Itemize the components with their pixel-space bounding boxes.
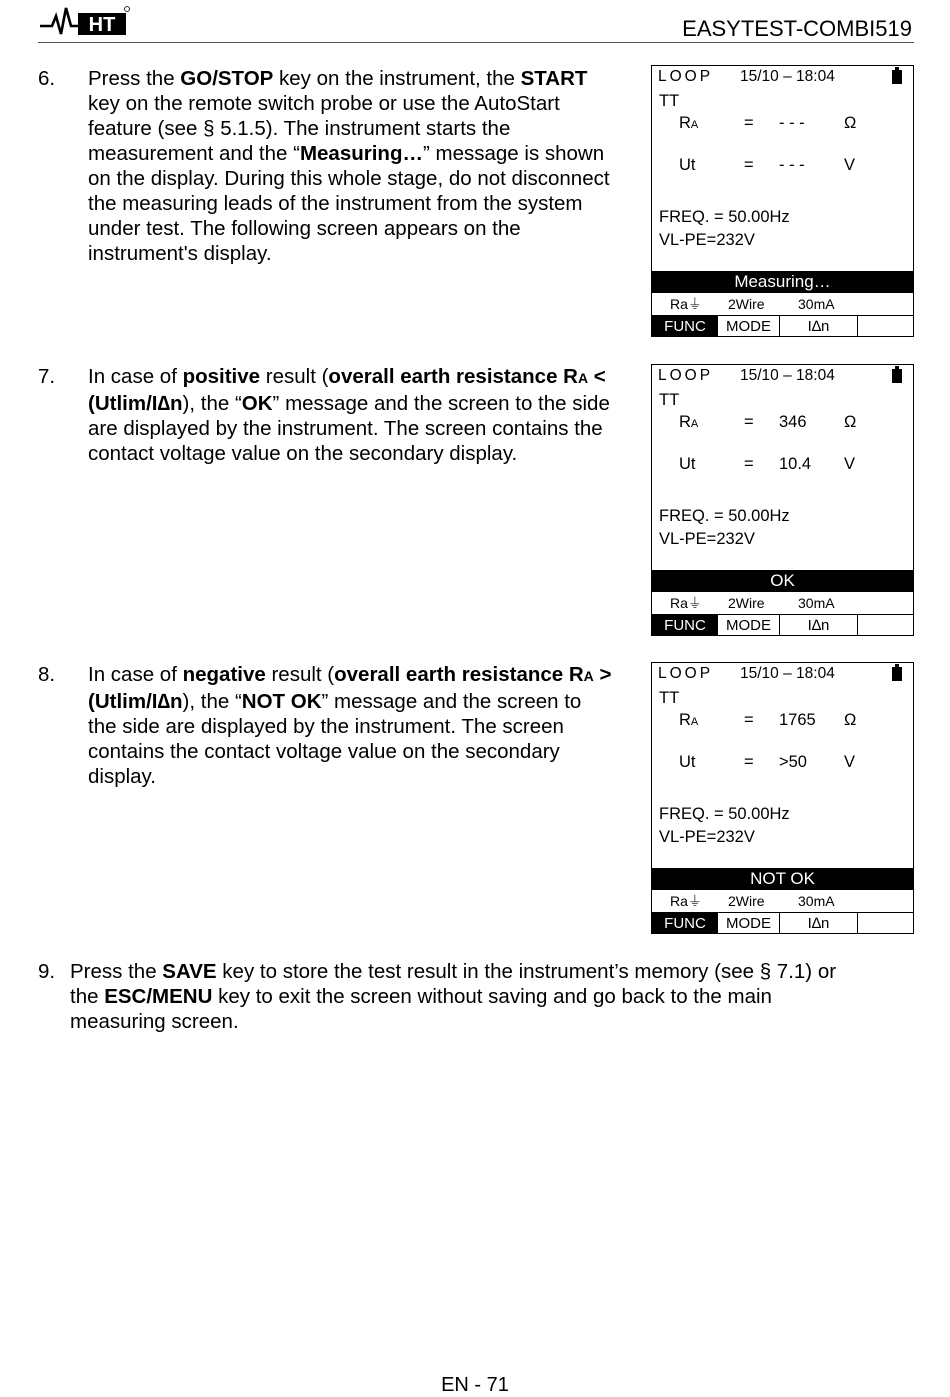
ht-logo	[38, 4, 130, 38]
function-name: LOOP	[658, 367, 714, 384]
step-text	[88, 66, 645, 266]
instrument-screen-ok	[651, 364, 914, 636]
page-header	[38, 4, 914, 43]
ut-value: >50	[779, 753, 807, 771]
step-number: 9.	[38, 960, 56, 983]
step-text	[88, 364, 645, 466]
instrument-screen-not-ok	[651, 662, 914, 934]
function-name: LOOP	[658, 665, 714, 682]
text-line: Press the GO/STOP key on the instrument, the START	[88, 67, 588, 90]
frequency-readout: FREQ. = 50.00Hz	[659, 507, 790, 525]
param-ra-earth: Ra⏚	[670, 595, 702, 611]
text-line: Press the SAVE key to store the test result in the instrument’s memory (see § 7.1) or	[70, 960, 837, 983]
param-current: 30mA	[798, 296, 835, 312]
param-wire-mode: 2Wire	[728, 595, 765, 611]
text-line: the ESC/MENU key to exit the screen without saving and go back to the main	[70, 985, 772, 1008]
battery-icon	[892, 369, 902, 383]
parameter-row	[652, 293, 913, 315]
battery-icon	[892, 70, 902, 84]
ut-equals: =	[744, 156, 754, 174]
volt-unit: V	[844, 455, 856, 473]
step-number: 8.	[38, 663, 56, 686]
ra-equals: =	[744, 413, 754, 431]
ra-value: 1765	[779, 711, 816, 729]
text-line: under test. The following screen appears on the	[88, 217, 521, 240]
param-current: 30mA	[798, 893, 835, 909]
ra-equals: =	[744, 114, 754, 132]
step-number: 6.	[38, 67, 56, 90]
text-line: instrument's display.	[88, 242, 272, 265]
ohm-unit: Ω	[844, 114, 857, 132]
text-line: In case of positive result (overall earth resistance RA <	[88, 365, 606, 388]
date-time: 15/10 – 18:04	[740, 367, 835, 384]
param-ra-earth: Ra⏚	[670, 893, 702, 909]
status-banner: Measuring…	[652, 271, 913, 293]
system-type: TT	[659, 92, 680, 110]
text-line: feature (see § 5.1.5). The instrument starts the	[88, 117, 511, 140]
function-name: LOOP	[658, 68, 714, 85]
step-number: 7.	[38, 365, 56, 388]
vl-pe-readout: VL-PE=232V	[659, 828, 755, 846]
status-banner: NOT OK	[652, 868, 913, 890]
vl-pe-readout: VL-PE=232V	[659, 530, 755, 548]
idn-softkey[interactable]: I∆n	[780, 615, 858, 636]
ut-label: Ut	[679, 156, 696, 174]
softkey-row	[652, 315, 913, 337]
text-line: are displayed by the instrument. The screen contains the	[88, 417, 603, 440]
idn-softkey[interactable]: I∆n	[780, 316, 858, 337]
step-text	[88, 662, 645, 789]
text-line: contact voltage value on the secondary display.	[88, 442, 518, 465]
param-wire-mode: 2Wire	[728, 296, 765, 312]
frequency-readout: FREQ. = 50.00Hz	[659, 805, 790, 823]
text-line: on the display. During this whole stage, do not disconnect	[88, 167, 610, 190]
text-line: measuring screen.	[70, 1010, 239, 1033]
softkey-row	[652, 912, 913, 934]
frequency-readout: FREQ. = 50.00Hz	[659, 208, 790, 226]
step-text	[70, 959, 912, 1034]
text-line: (Utlim/I∆n), the “NOT OK” message and the screen to	[88, 690, 582, 713]
volt-unit: V	[844, 156, 856, 174]
func-softkey[interactable]: FUNC	[652, 913, 718, 934]
date-time: 15/10 – 18:04	[740, 665, 835, 682]
battery-icon	[892, 667, 902, 681]
text-line: the measuring leads of the instrument from the system	[88, 192, 583, 215]
ra-label: RA	[679, 114, 699, 132]
date-time: 15/10 – 18:04	[740, 68, 835, 85]
func-softkey[interactable]: FUNC	[652, 615, 718, 636]
volt-unit: V	[844, 753, 856, 771]
param-ra-earth: Ra⏚	[670, 296, 702, 312]
text-line: In case of negative result (overall earth resistance RA >	[88, 663, 612, 686]
empty-softkey[interactable]	[858, 615, 914, 636]
ut-label: Ut	[679, 753, 696, 771]
system-type: TT	[659, 689, 680, 707]
mode-softkey[interactable]: MODE	[718, 615, 780, 636]
ra-label: RA	[679, 413, 699, 431]
ut-value: 10.4	[779, 455, 812, 473]
ra-value: - - -	[779, 114, 805, 132]
system-type: TT	[659, 391, 680, 409]
ut-equals: =	[744, 455, 754, 473]
empty-softkey[interactable]	[858, 913, 914, 934]
text-line: key on the remote switch probe or use the AutoStart	[88, 92, 560, 115]
status-banner: OK	[652, 570, 913, 592]
instrument-screen-measuring	[651, 65, 914, 337]
parameter-row	[652, 890, 913, 912]
ra-label: RA	[679, 711, 699, 729]
ra-value: 346	[779, 413, 807, 431]
mode-softkey[interactable]: MODE	[718, 913, 780, 934]
func-softkey[interactable]: FUNC	[652, 316, 718, 337]
text-line: measurement and the “Measuring…” message is shown	[88, 142, 605, 165]
param-wire-mode: 2Wire	[728, 893, 765, 909]
softkey-row	[652, 614, 913, 636]
page-number: EN - 71	[441, 1374, 509, 1396]
text-line: (Utlim/I∆n), the “OK” message and the screen to the side	[88, 392, 610, 415]
ra-equals: =	[744, 711, 754, 729]
vl-pe-readout: VL-PE=232V	[659, 231, 755, 249]
ut-equals: =	[744, 753, 754, 771]
ut-label: Ut	[679, 455, 696, 473]
empty-softkey[interactable]	[858, 316, 914, 337]
ut-value: - - -	[779, 156, 805, 174]
param-current: 30mA	[798, 595, 835, 611]
text-line: contains the contact voltage value on the secondary	[88, 740, 560, 763]
ohm-unit: Ω	[844, 711, 857, 729]
idn-softkey[interactable]: I∆n	[780, 913, 858, 934]
mode-softkey[interactable]: MODE	[718, 316, 780, 337]
text-line: the side are displayed by the instrument. The screen	[88, 715, 564, 738]
document-title: EASYTEST-COMBI519	[682, 16, 912, 41]
text-line: display.	[88, 765, 156, 788]
ohm-unit: Ω	[844, 413, 857, 431]
logo-text: HT	[88, 14, 116, 36]
parameter-row	[652, 592, 913, 614]
